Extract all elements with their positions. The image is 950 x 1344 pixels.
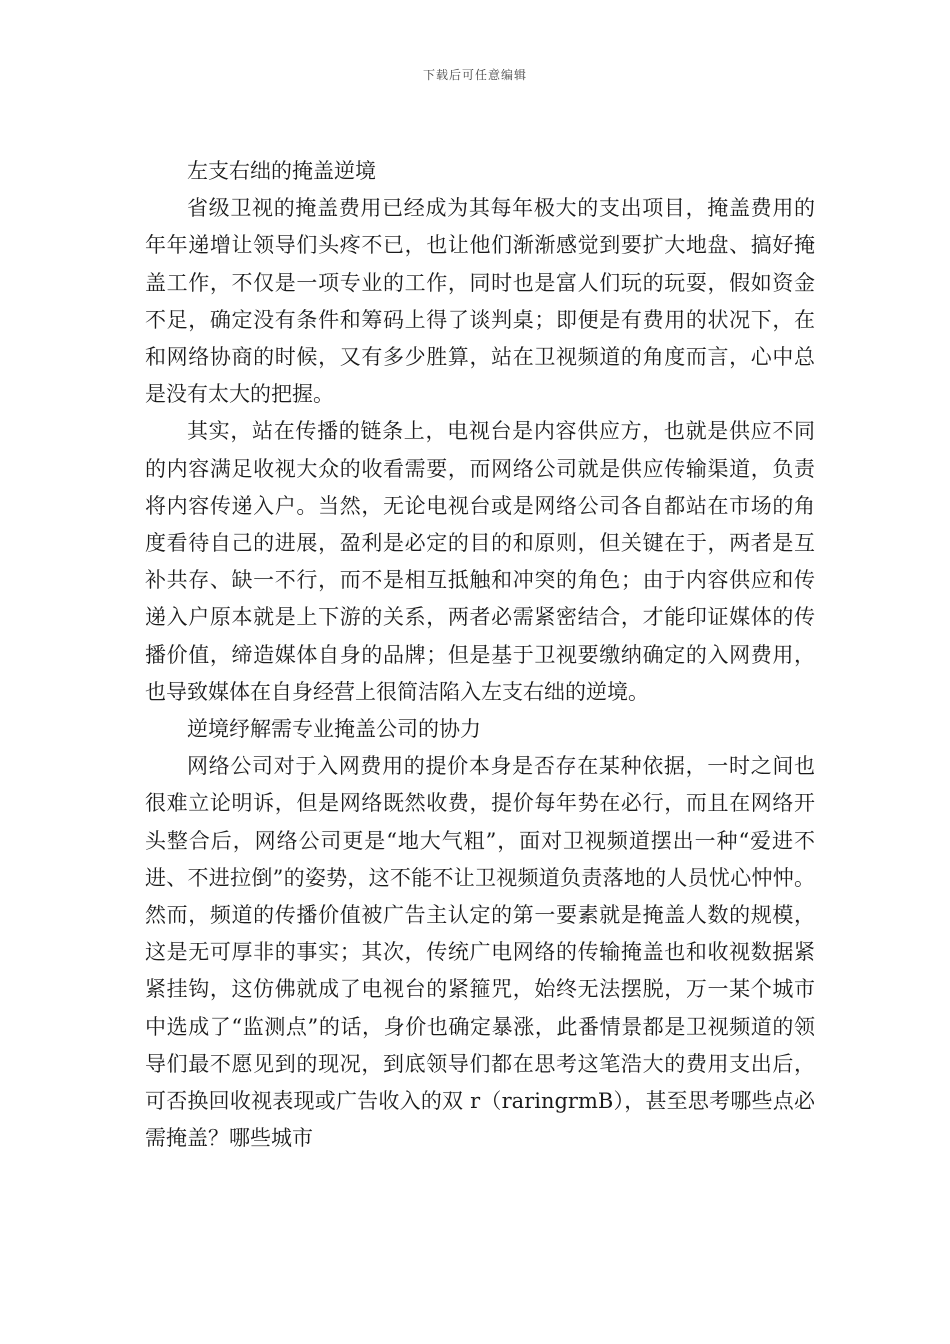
- header-note: 下载后可任意编辑: [422, 68, 527, 82]
- section-heading-2: 逆境纾解需专业掩盖公司的协力: [187, 717, 481, 742]
- paragraph-1: 省级卫视的掩盖费用已经成为其每年极大的支出项目，掩盖费用的年年递增让领导们头疼不已，也让他们渐渐感觉到要扩大地盘、搞好掩盖工作，不仅是一项专业的工作，同时也是富人们玩的玩耍，假如资金不足，确定没有条件和筹码上得了谈判桌；即便是有费用的状况下，在和网络协商的时候，又有多少胜算，站在卫视频道的角度而言，心中总是没有太大的把握。: [145, 196, 815, 407]
- section-heading-1: 左支右绌的掩盖逆境: [187, 159, 376, 183]
- paragraph-3: 网络公司对于入网费用的提价本身是否存在某种依据，一时之间也很难立论明诉，但是网络既然收费，提价每年势在必行，而且在网络开头整合后，网络公司更是“地大气粗”，面对卫视频道摆出一种“爱进不进、不进拉倒”的姿势，这不能不让卫视频道负责落地的人员忧心忡忡。然而，频道的传播价值被广告主认定的第一要素就是掩盖人数的规模，这是无可厚非的事实；其次，传统广电网络的传输掩盖也和收视数据紧紧挂钩，这仿佛就成了电视台的紧箍咒，始终无法摆脱，万一某个城市中选成了“监测点”的话，身价也确定暴涨，此番情景都是卫视频道的领导们最不愿见到的现况，到底领导们都在思考这笔浩大的费用支出后，可否换回收视表现或广告收入的双 r（raringrmB），甚至思考哪些点必需掩盖？哪些城市: [145, 754, 815, 1151]
- paragraph-2: 其实，站在传播的链条上，电视台是内容供应方，也就是供应不同的内容满足收视大众的收看需要，而网络公司就是供应传输渠道，负责将内容传递入户。当然，无论电视台或是网络公司各自都站在市场的角度看待自己的进展，盈利是必定的目的和原则，但关键在于，两者是互补共存、缺一不行，而不是相互抵触和冲突的角色；由于内容供应和传递入户原本就是上下游的关系，两者必需紧密结合，才能印证媒体的传播价值，缔造媒体自身的品牌；但是基于卫视要缴纳确定的入网费用，也导致媒体在自身经营上很简洁陷入左支右绌的逆境。: [145, 419, 815, 704]
- document-body: [145, 153, 815, 1157]
